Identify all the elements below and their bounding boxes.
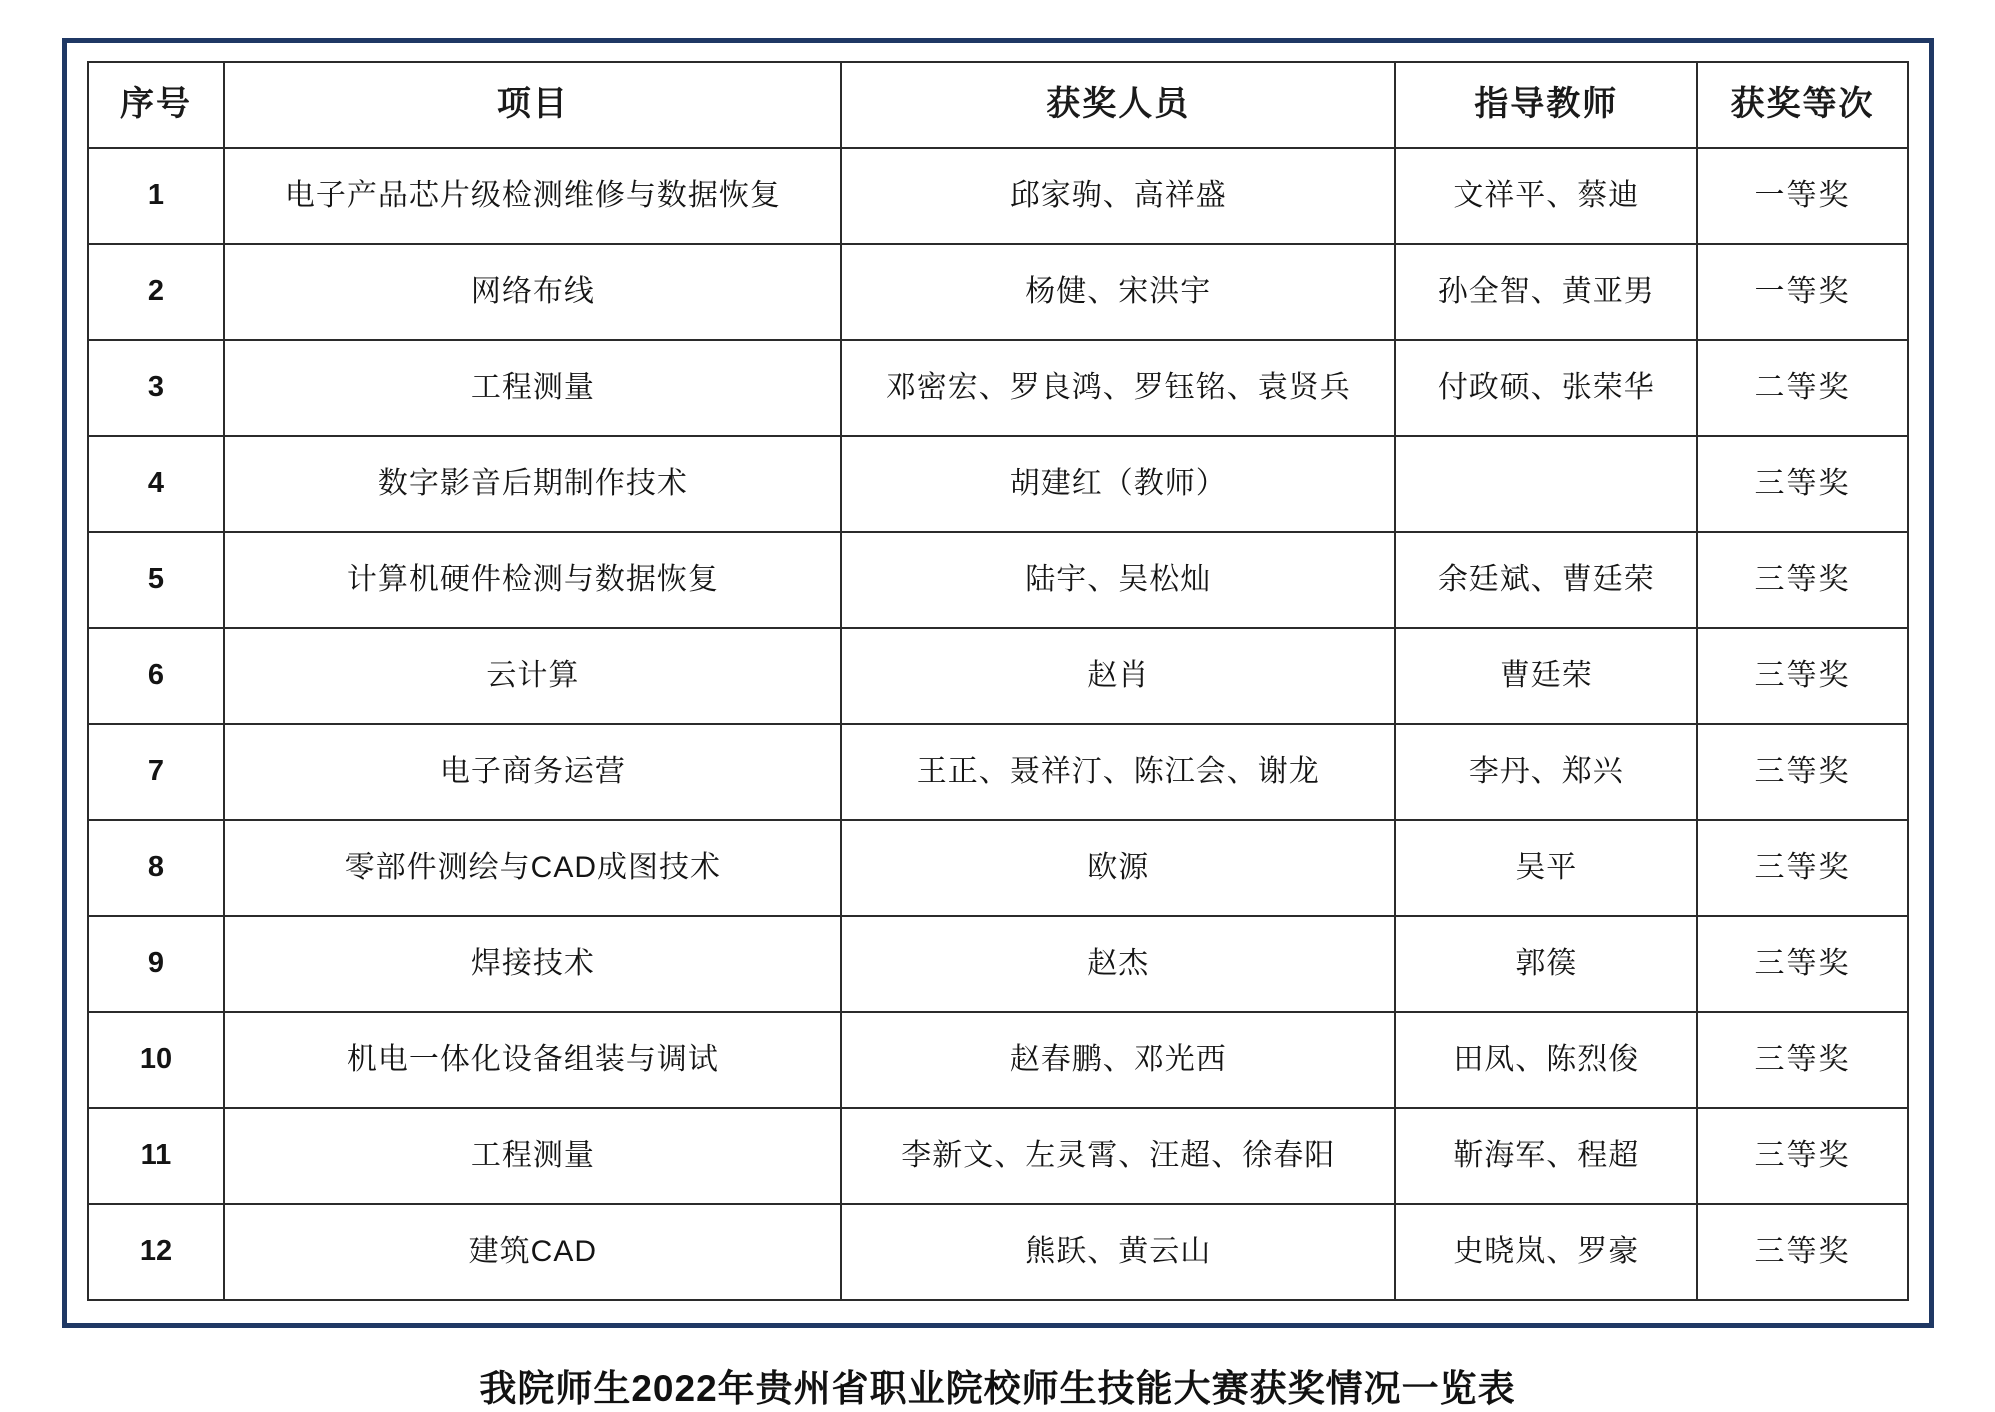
cell-winners: 邓密宏、罗良鸿、罗钰铭、袁贤兵 (841, 340, 1395, 436)
cell-teachers: 文祥平、蔡迪 (1395, 148, 1697, 244)
table-row (88, 532, 1908, 628)
cell-teachers: 郭篌 (1395, 916, 1697, 1012)
cell-no: 1 (88, 148, 225, 244)
cell-no: 12 (88, 1204, 225, 1300)
cell-level: 三等奖 (1697, 916, 1907, 1012)
cell-project: 焊接技术 (224, 916, 841, 1012)
cell-project: 电子产品芯片级检测维修与数据恢复 (224, 148, 841, 244)
cell-level: 二等奖 (1697, 340, 1907, 436)
cell-teachers: 付政硕、张荣华 (1395, 340, 1697, 436)
cell-project: 工程测量 (224, 1108, 841, 1204)
column-header-level: 获奖等次 (1697, 62, 1907, 148)
cell-no: 5 (88, 532, 225, 628)
cell-no: 9 (88, 916, 225, 1012)
cell-project: 电子商务运营 (224, 724, 841, 820)
cell-winners: 赵春鹏、邓光西 (841, 1012, 1395, 1108)
table-header (88, 62, 1908, 148)
cell-level: 三等奖 (1697, 532, 1907, 628)
cell-teachers: 田凤、陈烈俊 (1395, 1012, 1697, 1108)
cell-project: 计算机硬件检测与数据恢复 (224, 532, 841, 628)
cell-level: 一等奖 (1697, 244, 1907, 340)
column-header-project: 项目 (224, 62, 841, 148)
cell-level: 三等奖 (1697, 628, 1907, 724)
cell-no: 3 (88, 340, 225, 436)
cell-teachers: 李丹、郑兴 (1395, 724, 1697, 820)
cell-teachers: 史晓岚、罗豪 (1395, 1204, 1697, 1300)
cell-no: 6 (88, 628, 225, 724)
cell-winners: 王正、聂祥汀、陈江会、谢龙 (841, 724, 1395, 820)
table-row (88, 820, 1908, 916)
cell-winners: 赵杰 (841, 916, 1395, 1012)
cell-project: 零部件测绘与CAD成图技术 (224, 820, 841, 916)
table-row (88, 628, 1908, 724)
cell-winners: 胡建红（教师） (841, 436, 1395, 532)
cell-no: 8 (88, 820, 225, 916)
cell-level: 一等奖 (1697, 148, 1907, 244)
cell-teachers: 曹廷荣 (1395, 628, 1697, 724)
cell-level: 三等奖 (1697, 1108, 1907, 1204)
table-row (88, 1108, 1908, 1204)
cell-no: 2 (88, 244, 225, 340)
table-row (88, 1204, 1908, 1300)
table-row (88, 916, 1908, 1012)
cell-winners: 杨健、宋洪宇 (841, 244, 1395, 340)
table-row (88, 1012, 1908, 1108)
award-table (87, 61, 1909, 1301)
column-header-teachers: 指导教师 (1395, 62, 1697, 148)
cell-project: 网络布线 (224, 244, 841, 340)
cell-project: 云计算 (224, 628, 841, 724)
cell-winners: 陆宇、吴松灿 (841, 532, 1395, 628)
cell-teachers: 靳海军、程超 (1395, 1108, 1697, 1204)
table-row (88, 724, 1908, 820)
table-body (88, 148, 1908, 1300)
cell-winners: 邱家驹、高祥盛 (841, 148, 1395, 244)
table-row (88, 148, 1908, 244)
cell-level: 三等奖 (1697, 724, 1907, 820)
cell-teachers (1395, 436, 1697, 532)
table-header-row (88, 62, 1908, 148)
cell-no: 7 (88, 724, 225, 820)
cell-level: 三等奖 (1697, 1012, 1907, 1108)
cell-teachers: 吴平 (1395, 820, 1697, 916)
cell-project: 建筑CAD (224, 1204, 841, 1300)
cell-level: 三等奖 (1697, 820, 1907, 916)
cell-winners: 熊跃、黄云山 (841, 1204, 1395, 1300)
column-header-no: 序号 (88, 62, 225, 148)
cell-teachers: 余廷斌、曹廷荣 (1395, 532, 1697, 628)
cell-project: 工程测量 (224, 340, 841, 436)
cell-no: 4 (88, 436, 225, 532)
cell-winners: 李新文、左灵霄、汪超、徐春阳 (841, 1108, 1395, 1204)
table-row (88, 244, 1908, 340)
cell-winners: 欧源 (841, 820, 1395, 916)
table-caption: 我院师生2022年贵州省职业院校师生技能大赛获奖情况一览表 (479, 1368, 1516, 1409)
column-header-winners: 获奖人员 (841, 62, 1395, 148)
cell-level: 三等奖 (1697, 1204, 1907, 1300)
cell-no: 11 (88, 1108, 225, 1204)
cell-winners: 赵肖 (841, 628, 1395, 724)
cell-level: 三等奖 (1697, 436, 1907, 532)
cell-project: 数字影音后期制作技术 (224, 436, 841, 532)
cell-project: 机电一体化设备组装与调试 (224, 1012, 841, 1108)
cell-teachers: 孙全智、黄亚男 (1395, 244, 1697, 340)
table-frame (62, 38, 1934, 1328)
table-row (88, 436, 1908, 532)
cell-no: 10 (88, 1012, 225, 1108)
table-row (88, 340, 1908, 436)
